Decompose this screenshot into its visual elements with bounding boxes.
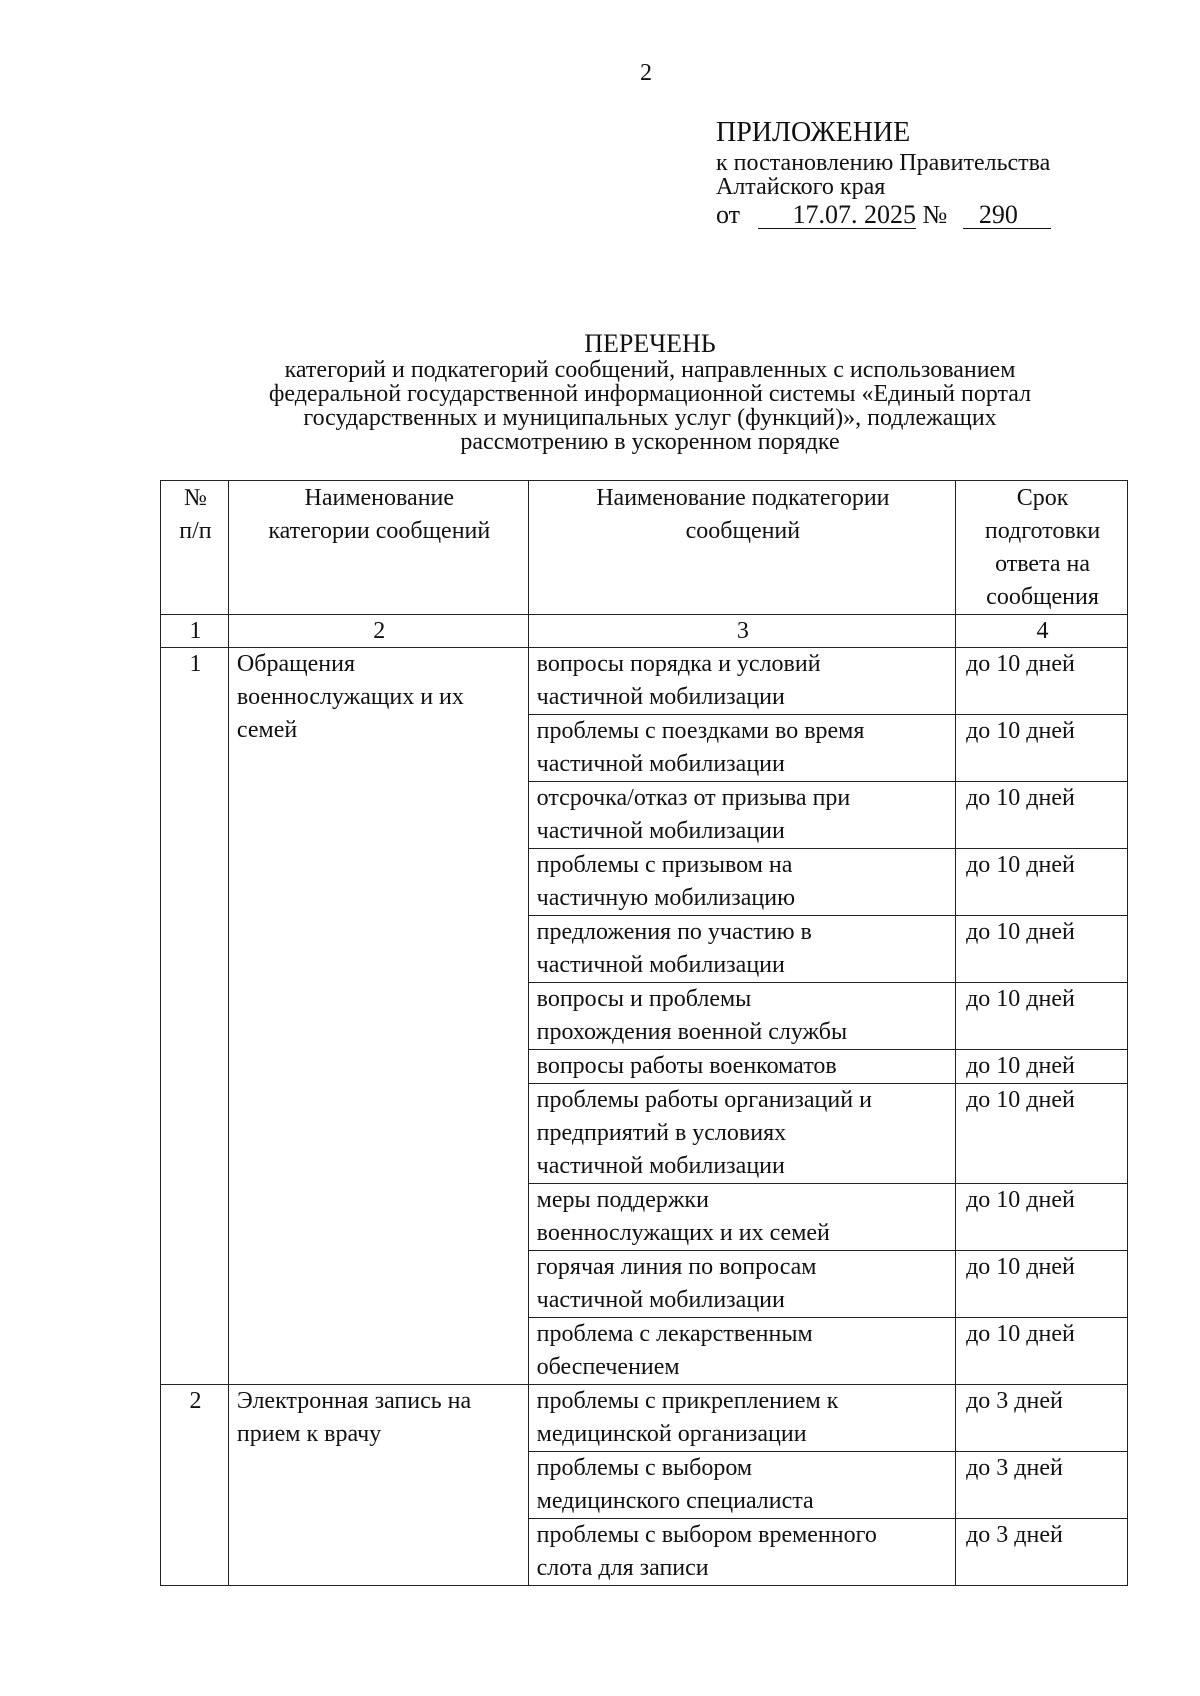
subcategory-text-line: вопросы и проблемы [536,986,752,1012]
table-row [161,1385,1128,1452]
date-value: 17.07. 2025 [758,202,916,229]
subcategory-text-line: частичную мобилизацию [536,885,796,911]
term-cell: до 10 дней [956,1251,1128,1318]
header-term-line-4: сообщения [986,584,1099,610]
subcategory-text-line: медицинского специалиста [536,1488,814,1514]
number-value: 290 [963,202,1051,229]
header-subcategory [528,481,955,615]
page-number: 2 [640,60,652,86]
header-number-line-1: № [184,485,207,511]
subcategory-cell [528,1251,955,1318]
subcategory-cell [528,1519,955,1586]
header-category [228,481,528,615]
column-numbers-row [161,615,1128,648]
subcategory-cell [528,1084,955,1184]
header-number-line-2: п/п [179,518,212,544]
category-cell [228,648,528,1385]
date-prefix: от [716,200,741,229]
title-line-4: рассмотрению в ускоренном порядке [460,429,840,455]
header-term-line-1: Срок [1016,485,1069,511]
subcategory-cell [528,1452,955,1519]
header-number [161,481,229,615]
subcategory-text-line: частичной мобилизации [536,1153,785,1179]
subcategory-text-line: медицинской организации [536,1421,807,1447]
term-cell: до 10 дней [956,715,1128,782]
subcategory-text-line: слота для записи [536,1555,709,1581]
subcategory-text-line: проблемы с прикреплением к [536,1388,839,1414]
column-number: 3 [528,615,955,648]
subcategory-text-line: обеспечением [536,1354,680,1380]
subcategory-text-line: предложения по участию в [536,919,812,945]
subcategory-text-line: вопросы работы военкоматов [536,1053,837,1079]
title-line-3: государственных и муниципальных услуг (функций)», подлежащих [303,405,997,431]
term-cell: до 10 дней [956,983,1128,1050]
subcategory-text-line: меры поддержки [536,1187,709,1213]
term-cell: до 10 дней [956,1050,1128,1084]
subcategory-text-line: проблемы с призывом на [536,852,793,878]
subcategory-cell [528,983,955,1050]
title-main: ПЕРЕЧЕНЬ [584,329,716,358]
category-text-line: Электронная запись на [236,1388,472,1414]
term-cell: до 10 дней [956,648,1128,715]
categories-table [160,480,1128,1586]
subcategory-text-line: вопросы порядка и условий [536,651,821,677]
subcategory-cell [528,1318,955,1385]
header-subcategory-line-1: Наименование подкатегории [596,485,890,511]
document-title [150,330,1150,454]
subcategory-text-line: проблема с лекарственным [536,1321,813,1347]
subcategory-text-line: частичной мобилизации [536,952,785,978]
number-sign: № [922,200,948,229]
term-cell: до 3 дней [956,1452,1128,1519]
subcategory-cell [528,1184,955,1251]
appendix-line-1: к постановлению Правительства [716,150,1051,176]
title-line-2: федеральной государственной информационной системы «Единый портал [268,381,1032,407]
category-text-line: семей [236,717,298,743]
category-text-line: Обращения [236,651,355,677]
subcategory-text-line: проблемы работы организаций и [536,1087,872,1113]
subcategory-cell [528,1050,955,1084]
subcategory-text-line: проблемы с выбором [536,1455,753,1481]
term-cell: до 10 дней [956,1184,1128,1251]
header-category-line-1: Наименование [304,485,455,511]
category-text-line: прием к врачу [236,1421,382,1447]
row-number: 1 [161,648,229,1385]
subcategory-text-line: проблемы с выбором временного [536,1522,877,1548]
subcategory-text-line: прохождения военной службы [536,1019,848,1045]
subcategory-text-line: военнослужащих и их семей [536,1220,830,1246]
table-row [161,648,1128,715]
term-cell: до 10 дней [956,849,1128,916]
appendix-date-line [716,202,1051,229]
subcategory-text-line: проблемы с поездками во время [536,718,865,744]
subcategory-cell [528,849,955,916]
column-number: 2 [228,615,528,648]
term-cell: до 10 дней [956,916,1128,983]
category-cell [228,1385,528,1586]
term-cell: до 3 дней [956,1519,1128,1586]
subcategory-cell [528,782,955,849]
category-text-line: военнослужащих и их [236,684,464,710]
term-cell: до 3 дней [956,1385,1128,1452]
subcategory-cell [528,648,955,715]
appendix-line-2: Алтайского края [716,174,886,200]
title-line-1: категорий и подкатегорий сообщений, направленных с использованием [284,357,1016,383]
appendix-heading: ПРИЛОЖЕНИЕ [716,117,911,148]
header-term-line-2: подготовки [984,518,1101,544]
subcategory-text-line: горячая линия по вопросам [536,1254,817,1280]
subcategory-text-line: частичной мобилизации [536,1287,785,1313]
subcategory-cell [528,916,955,983]
subcategory-text-line: предприятий в условиях [536,1120,787,1146]
table-header-row [161,481,1128,615]
term-cell: до 10 дней [956,782,1128,849]
subcategory-cell [528,715,955,782]
column-number: 4 [956,615,1128,648]
appendix-block [716,118,1051,229]
header-term [956,481,1128,615]
table-body [161,648,1128,1586]
column-number: 1 [161,615,229,648]
subcategory-text-line: частичной мобилизации [536,751,785,777]
header-subcategory-line-2: сообщений [685,518,801,544]
header-term-line-3: ответа на [995,551,1091,577]
subcategory-text-line: частичной мобилизации [536,818,785,844]
subcategory-text-line: частичной мобилизации [536,684,785,710]
term-cell: до 10 дней [956,1084,1128,1184]
term-cell: до 10 дней [956,1318,1128,1385]
row-number: 2 [161,1385,229,1586]
subcategory-cell [528,1385,955,1452]
subcategory-text-line: отсрочка/отказ от призыва при [536,785,851,811]
header-category-line-2: категории сообщений [268,518,491,544]
